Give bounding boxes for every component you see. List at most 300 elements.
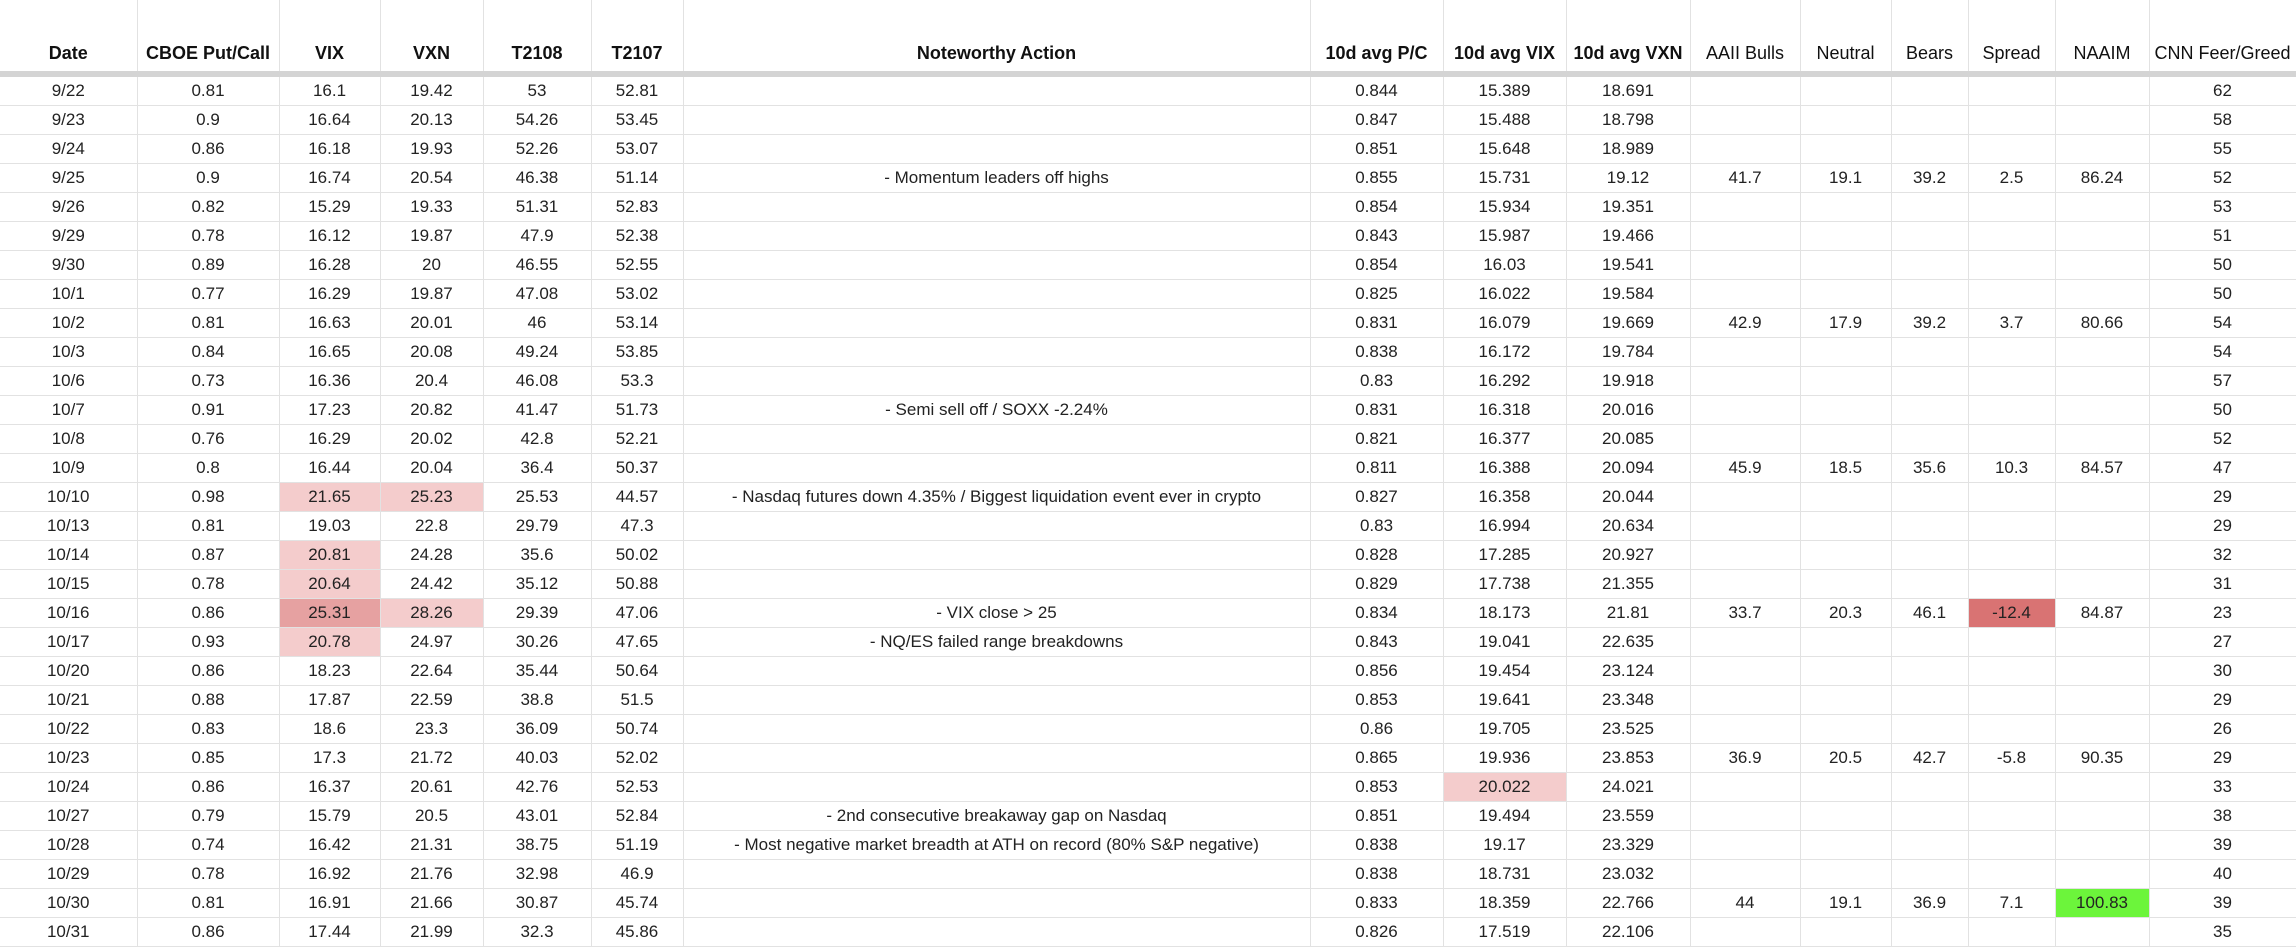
column-header-vix[interactable]: VIX	[279, 0, 380, 74]
cell-vxn[interactable]: 21.31	[380, 831, 483, 860]
cell-avg-vix[interactable]: 18.173	[1443, 599, 1566, 628]
cell-t2108[interactable]: 42.8	[483, 425, 591, 454]
cell-spread[interactable]: 3.7	[1968, 309, 2055, 338]
cell-t2108[interactable]: 38.8	[483, 686, 591, 715]
cell-cnn[interactable]: 47	[2149, 454, 2296, 483]
cell-date[interactable]: 10/17	[0, 628, 137, 657]
cell-t2108[interactable]: 40.03	[483, 744, 591, 773]
cell-spread[interactable]	[1968, 657, 2055, 686]
cell-t2107[interactable]: 50.88	[591, 570, 683, 599]
cell-t2107[interactable]: 52.02	[591, 744, 683, 773]
cell-avg-pc[interactable]: 0.844	[1310, 74, 1443, 106]
cell-spread[interactable]: 10.3	[1968, 454, 2055, 483]
cell-action[interactable]	[683, 425, 1310, 454]
cell-spread[interactable]	[1968, 222, 2055, 251]
cell-action[interactable]	[683, 135, 1310, 164]
cell-putcall[interactable]: 0.86	[137, 918, 279, 947]
cell-t2108[interactable]: 35.44	[483, 657, 591, 686]
cell-avg-vxn[interactable]: 18.989	[1566, 135, 1690, 164]
cell-vxn[interactable]: 19.93	[380, 135, 483, 164]
cell-t2107[interactable]: 53.45	[591, 106, 683, 135]
cell-vxn[interactable]: 20.01	[380, 309, 483, 338]
cell-avg-pc[interactable]: 0.843	[1310, 628, 1443, 657]
cell-vix[interactable]: 20.81	[279, 541, 380, 570]
cell-vxn[interactable]: 21.99	[380, 918, 483, 947]
cell-t2108[interactable]: 49.24	[483, 338, 591, 367]
column-header-aaii[interactable]: AAII Bulls	[1690, 0, 1800, 74]
cell-cnn[interactable]: 23	[2149, 599, 2296, 628]
cell-action[interactable]: - NQ/ES failed range breakdowns	[683, 628, 1310, 657]
cell-neutral[interactable]	[1800, 222, 1891, 251]
cell-neutral[interactable]	[1800, 106, 1891, 135]
cell-date[interactable]: 10/2	[0, 309, 137, 338]
cell-aaii[interactable]	[1690, 367, 1800, 396]
cell-aaii[interactable]	[1690, 570, 1800, 599]
cell-date[interactable]: 10/21	[0, 686, 137, 715]
cell-vix[interactable]: 21.65	[279, 483, 380, 512]
cell-cnn[interactable]: 50	[2149, 396, 2296, 425]
cell-vxn[interactable]: 28.26	[380, 599, 483, 628]
cell-avg-vxn[interactable]: 23.348	[1566, 686, 1690, 715]
cell-cnn[interactable]: 51	[2149, 222, 2296, 251]
cell-avg-vxn[interactable]: 20.094	[1566, 454, 1690, 483]
cell-t2108[interactable]: 47.08	[483, 280, 591, 309]
cell-bears[interactable]	[1891, 280, 1968, 309]
cell-naaim[interactable]	[2055, 802, 2149, 831]
cell-bears[interactable]	[1891, 222, 1968, 251]
cell-avg-vxn[interactable]: 22.106	[1566, 918, 1690, 947]
cell-vix[interactable]: 20.64	[279, 570, 380, 599]
cell-vxn[interactable]: 22.8	[380, 512, 483, 541]
cell-vix[interactable]: 16.28	[279, 251, 380, 280]
cell-t2108[interactable]: 35.6	[483, 541, 591, 570]
cell-cnn[interactable]: 38	[2149, 802, 2296, 831]
cell-t2107[interactable]: 44.57	[591, 483, 683, 512]
cell-neutral[interactable]: 20.5	[1800, 744, 1891, 773]
cell-vix[interactable]: 16.65	[279, 338, 380, 367]
cell-vix[interactable]: 18.23	[279, 657, 380, 686]
cell-vix[interactable]: 16.37	[279, 773, 380, 802]
cell-t2107[interactable]: 51.14	[591, 164, 683, 193]
cell-aaii[interactable]: 33.7	[1690, 599, 1800, 628]
cell-aaii[interactable]: 44	[1690, 889, 1800, 918]
cell-neutral[interactable]: 17.9	[1800, 309, 1891, 338]
cell-avg-vxn[interactable]: 19.466	[1566, 222, 1690, 251]
cell-naaim[interactable]	[2055, 831, 2149, 860]
cell-cnn[interactable]: 29	[2149, 512, 2296, 541]
cell-putcall[interactable]: 0.74	[137, 831, 279, 860]
cell-date[interactable]: 10/3	[0, 338, 137, 367]
cell-avg-vxn[interactable]: 24.021	[1566, 773, 1690, 802]
cell-aaii[interactable]: 41.7	[1690, 164, 1800, 193]
cell-date[interactable]: 10/15	[0, 570, 137, 599]
cell-vix[interactable]: 15.29	[279, 193, 380, 222]
cell-naaim[interactable]	[2055, 860, 2149, 889]
cell-t2107[interactable]: 47.06	[591, 599, 683, 628]
cell-avg-vix[interactable]: 18.731	[1443, 860, 1566, 889]
cell-bears[interactable]	[1891, 657, 1968, 686]
cell-bears[interactable]	[1891, 483, 1968, 512]
cell-t2107[interactable]: 52.53	[591, 773, 683, 802]
cell-spread[interactable]	[1968, 280, 2055, 309]
cell-neutral[interactable]: 18.5	[1800, 454, 1891, 483]
cell-t2107[interactable]: 53.02	[591, 280, 683, 309]
cell-naaim[interactable]	[2055, 106, 2149, 135]
cell-naaim[interactable]	[2055, 193, 2149, 222]
cell-naaim[interactable]	[2055, 686, 2149, 715]
cell-action[interactable]	[683, 657, 1310, 686]
cell-t2107[interactable]: 52.55	[591, 251, 683, 280]
cell-avg-vix[interactable]: 15.934	[1443, 193, 1566, 222]
cell-date[interactable]: 10/27	[0, 802, 137, 831]
cell-bears[interactable]: 42.7	[1891, 744, 1968, 773]
cell-bears[interactable]	[1891, 715, 1968, 744]
cell-avg-vix[interactable]: 16.079	[1443, 309, 1566, 338]
cell-neutral[interactable]	[1800, 338, 1891, 367]
cell-t2108[interactable]: 52.26	[483, 135, 591, 164]
cell-t2108[interactable]: 46.08	[483, 367, 591, 396]
cell-vix[interactable]: 15.79	[279, 802, 380, 831]
cell-avg-pc[interactable]: 0.811	[1310, 454, 1443, 483]
cell-action[interactable]: - Nasdaq futures down 4.35% / Biggest liquidation event ever in crypto	[683, 483, 1310, 512]
cell-avg-vxn[interactable]: 19.541	[1566, 251, 1690, 280]
cell-t2107[interactable]: 50.02	[591, 541, 683, 570]
cell-putcall[interactable]: 0.87	[137, 541, 279, 570]
cell-date[interactable]: 10/13	[0, 512, 137, 541]
cell-date[interactable]: 9/23	[0, 106, 137, 135]
cell-bears[interactable]	[1891, 570, 1968, 599]
cell-avg-pc[interactable]: 0.826	[1310, 918, 1443, 947]
cell-avg-vix[interactable]: 19.454	[1443, 657, 1566, 686]
cell-naaim[interactable]: 84.87	[2055, 599, 2149, 628]
cell-date[interactable]: 10/9	[0, 454, 137, 483]
cell-putcall[interactable]: 0.83	[137, 715, 279, 744]
cell-naaim[interactable]	[2055, 222, 2149, 251]
column-header-naaim[interactable]: NAAIM	[2055, 0, 2149, 74]
cell-putcall[interactable]: 0.86	[137, 773, 279, 802]
cell-t2108[interactable]: 25.53	[483, 483, 591, 512]
cell-putcall[interactable]: 0.86	[137, 135, 279, 164]
cell-aaii[interactable]	[1690, 251, 1800, 280]
cell-cnn[interactable]: 52	[2149, 425, 2296, 454]
cell-vxn[interactable]: 19.87	[380, 222, 483, 251]
cell-spread[interactable]	[1968, 135, 2055, 164]
cell-cnn[interactable]: 54	[2149, 309, 2296, 338]
cell-cnn[interactable]: 53	[2149, 193, 2296, 222]
cell-aaii[interactable]	[1690, 106, 1800, 135]
cell-avg-vix[interactable]: 16.022	[1443, 280, 1566, 309]
cell-spread[interactable]	[1968, 628, 2055, 657]
cell-naaim[interactable]	[2055, 628, 2149, 657]
cell-vxn[interactable]: 23.3	[380, 715, 483, 744]
cell-neutral[interactable]	[1800, 686, 1891, 715]
cell-aaii[interactable]	[1690, 338, 1800, 367]
cell-bears[interactable]	[1891, 396, 1968, 425]
cell-neutral[interactable]: 19.1	[1800, 889, 1891, 918]
cell-bears[interactable]	[1891, 686, 1968, 715]
cell-t2107[interactable]: 52.38	[591, 222, 683, 251]
cell-aaii[interactable]: 45.9	[1690, 454, 1800, 483]
cell-neutral[interactable]	[1800, 135, 1891, 164]
cell-date[interactable]: 10/8	[0, 425, 137, 454]
cell-avg-vxn[interactable]: 23.525	[1566, 715, 1690, 744]
cell-spread[interactable]: -12.4	[1968, 599, 2055, 628]
cell-action[interactable]	[683, 280, 1310, 309]
cell-bears[interactable]	[1891, 367, 1968, 396]
cell-avg-vxn[interactable]: 19.12	[1566, 164, 1690, 193]
cell-putcall[interactable]: 0.9	[137, 106, 279, 135]
cell-date[interactable]: 10/24	[0, 773, 137, 802]
cell-cnn[interactable]: 29	[2149, 483, 2296, 512]
cell-cnn[interactable]: 50	[2149, 280, 2296, 309]
cell-aaii[interactable]	[1690, 918, 1800, 947]
cell-t2107[interactable]: 52.83	[591, 193, 683, 222]
cell-neutral[interactable]	[1800, 251, 1891, 280]
cell-neutral[interactable]	[1800, 367, 1891, 396]
cell-naaim[interactable]	[2055, 918, 2149, 947]
cell-avg-pc[interactable]: 0.828	[1310, 541, 1443, 570]
cell-t2107[interactable]: 52.84	[591, 802, 683, 831]
cell-spread[interactable]	[1968, 425, 2055, 454]
cell-avg-vxn[interactable]: 19.351	[1566, 193, 1690, 222]
cell-vix[interactable]: 16.29	[279, 425, 380, 454]
cell-avg-vix[interactable]: 16.318	[1443, 396, 1566, 425]
cell-spread[interactable]: -5.8	[1968, 744, 2055, 773]
cell-spread[interactable]	[1968, 773, 2055, 802]
cell-action[interactable]	[683, 512, 1310, 541]
cell-spread[interactable]	[1968, 570, 2055, 599]
cell-action[interactable]: - VIX close > 25	[683, 599, 1310, 628]
cell-date[interactable]: 9/24	[0, 135, 137, 164]
cell-avg-vix[interactable]: 16.377	[1443, 425, 1566, 454]
column-header-t2108[interactable]: T2108	[483, 0, 591, 74]
cell-naaim[interactable]: 100.83	[2055, 889, 2149, 918]
cell-vxn[interactable]: 20.4	[380, 367, 483, 396]
cell-avg-pc[interactable]: 0.851	[1310, 135, 1443, 164]
cell-vix[interactable]: 20.78	[279, 628, 380, 657]
cell-action[interactable]: - 2nd consecutive breakaway gap on Nasdaq	[683, 802, 1310, 831]
cell-bears[interactable]: 39.2	[1891, 164, 1968, 193]
cell-cnn[interactable]: 26	[2149, 715, 2296, 744]
cell-naaim[interactable]	[2055, 251, 2149, 280]
cell-aaii[interactable]	[1690, 860, 1800, 889]
cell-avg-vxn[interactable]: 20.016	[1566, 396, 1690, 425]
cell-spread[interactable]: 7.1	[1968, 889, 2055, 918]
cell-putcall[interactable]: 0.73	[137, 367, 279, 396]
cell-spread[interactable]	[1968, 860, 2055, 889]
cell-t2107[interactable]: 51.19	[591, 831, 683, 860]
cell-neutral[interactable]	[1800, 657, 1891, 686]
cell-t2107[interactable]: 52.21	[591, 425, 683, 454]
cell-t2108[interactable]: 32.98	[483, 860, 591, 889]
cell-cnn[interactable]: 31	[2149, 570, 2296, 599]
cell-spread[interactable]	[1968, 367, 2055, 396]
cell-aaii[interactable]: 42.9	[1690, 309, 1800, 338]
cell-avg-vxn[interactable]: 19.784	[1566, 338, 1690, 367]
cell-cnn[interactable]: 35	[2149, 918, 2296, 947]
cell-vxn[interactable]: 20.02	[380, 425, 483, 454]
cell-neutral[interactable]	[1800, 918, 1891, 947]
cell-spread[interactable]	[1968, 918, 2055, 947]
cell-cnn[interactable]: 55	[2149, 135, 2296, 164]
cell-vxn[interactable]: 22.59	[380, 686, 483, 715]
cell-t2108[interactable]: 30.26	[483, 628, 591, 657]
cell-bears[interactable]	[1891, 74, 1968, 106]
cell-naaim[interactable]: 90.35	[2055, 744, 2149, 773]
cell-t2107[interactable]: 50.64	[591, 657, 683, 686]
cell-date[interactable]: 10/6	[0, 367, 137, 396]
cell-aaii[interactable]	[1690, 541, 1800, 570]
cell-action[interactable]	[683, 74, 1310, 106]
cell-vix[interactable]: 16.91	[279, 889, 380, 918]
cell-neutral[interactable]: 19.1	[1800, 164, 1891, 193]
cell-spread[interactable]	[1968, 106, 2055, 135]
cell-vxn[interactable]: 21.76	[380, 860, 483, 889]
cell-putcall[interactable]: 0.86	[137, 657, 279, 686]
cell-avg-vxn[interactable]: 19.918	[1566, 367, 1690, 396]
cell-avg-vix[interactable]: 16.388	[1443, 454, 1566, 483]
cell-vxn[interactable]: 24.42	[380, 570, 483, 599]
cell-neutral[interactable]	[1800, 396, 1891, 425]
cell-t2108[interactable]: 38.75	[483, 831, 591, 860]
cell-aaii[interactable]	[1690, 222, 1800, 251]
cell-naaim[interactable]	[2055, 657, 2149, 686]
cell-date[interactable]: 9/26	[0, 193, 137, 222]
cell-date[interactable]: 10/14	[0, 541, 137, 570]
cell-putcall[interactable]: 0.98	[137, 483, 279, 512]
cell-cnn[interactable]: 57	[2149, 367, 2296, 396]
cell-avg-vix[interactable]: 19.641	[1443, 686, 1566, 715]
cell-avg-vix[interactable]: 19.705	[1443, 715, 1566, 744]
cell-avg-vxn[interactable]: 18.798	[1566, 106, 1690, 135]
cell-avg-vxn[interactable]: 20.044	[1566, 483, 1690, 512]
cell-t2108[interactable]: 36.4	[483, 454, 591, 483]
cell-naaim[interactable]	[2055, 367, 2149, 396]
cell-avg-vix[interactable]: 15.648	[1443, 135, 1566, 164]
cell-vix[interactable]: 16.1	[279, 74, 380, 106]
cell-avg-vxn[interactable]: 23.032	[1566, 860, 1690, 889]
cell-cnn[interactable]: 33	[2149, 773, 2296, 802]
cell-vix[interactable]: 17.87	[279, 686, 380, 715]
cell-t2107[interactable]: 50.74	[591, 715, 683, 744]
cell-aaii[interactable]	[1690, 831, 1800, 860]
cell-action[interactable]	[683, 309, 1310, 338]
cell-aaii[interactable]	[1690, 280, 1800, 309]
cell-avg-vxn[interactable]: 19.669	[1566, 309, 1690, 338]
cell-avg-vix[interactable]: 17.519	[1443, 918, 1566, 947]
cell-bears[interactable]	[1891, 512, 1968, 541]
cell-cnn[interactable]: 40	[2149, 860, 2296, 889]
cell-avg-vix[interactable]: 16.292	[1443, 367, 1566, 396]
cell-bears[interactable]	[1891, 135, 1968, 164]
cell-vix[interactable]: 16.36	[279, 367, 380, 396]
cell-avg-vxn[interactable]: 19.584	[1566, 280, 1690, 309]
cell-t2107[interactable]: 45.74	[591, 889, 683, 918]
cell-naaim[interactable]	[2055, 773, 2149, 802]
cell-vxn[interactable]: 20.04	[380, 454, 483, 483]
cell-vxn[interactable]: 21.66	[380, 889, 483, 918]
cell-spread[interactable]	[1968, 483, 2055, 512]
cell-t2108[interactable]: 29.39	[483, 599, 591, 628]
cell-vxn[interactable]: 20.82	[380, 396, 483, 425]
cell-vix[interactable]: 18.6	[279, 715, 380, 744]
cell-bears[interactable]: 35.6	[1891, 454, 1968, 483]
cell-t2108[interactable]: 46.55	[483, 251, 591, 280]
cell-avg-vix[interactable]: 19.17	[1443, 831, 1566, 860]
cell-t2107[interactable]: 53.85	[591, 338, 683, 367]
cell-t2108[interactable]: 47.9	[483, 222, 591, 251]
cell-t2108[interactable]: 29.79	[483, 512, 591, 541]
cell-avg-pc[interactable]: 0.821	[1310, 425, 1443, 454]
cell-t2108[interactable]: 30.87	[483, 889, 591, 918]
cell-putcall[interactable]: 0.76	[137, 425, 279, 454]
cell-avg-vix[interactable]: 16.03	[1443, 251, 1566, 280]
cell-vxn[interactable]: 20.5	[380, 802, 483, 831]
cell-aaii[interactable]	[1690, 396, 1800, 425]
cell-vix[interactable]: 17.3	[279, 744, 380, 773]
cell-t2108[interactable]: 54.26	[483, 106, 591, 135]
cell-cnn[interactable]: 62	[2149, 74, 2296, 106]
cell-avg-vxn[interactable]: 20.927	[1566, 541, 1690, 570]
cell-spread[interactable]	[1968, 396, 2055, 425]
cell-naaim[interactable]: 86.24	[2055, 164, 2149, 193]
cell-putcall[interactable]: 0.89	[137, 251, 279, 280]
cell-putcall[interactable]: 0.81	[137, 889, 279, 918]
cell-bears[interactable]	[1891, 918, 1968, 947]
column-header-avg-vxn[interactable]: 10d avg VXN	[1566, 0, 1690, 74]
cell-spread[interactable]: 2.5	[1968, 164, 2055, 193]
cell-aaii[interactable]	[1690, 657, 1800, 686]
cell-date[interactable]: 10/29	[0, 860, 137, 889]
cell-neutral[interactable]	[1800, 773, 1891, 802]
cell-putcall[interactable]: 0.93	[137, 628, 279, 657]
cell-action[interactable]	[683, 193, 1310, 222]
column-header-putcall[interactable]: CBOE Put/Call	[137, 0, 279, 74]
cell-action[interactable]	[683, 338, 1310, 367]
cell-neutral[interactable]	[1800, 280, 1891, 309]
cell-avg-vxn[interactable]: 22.635	[1566, 628, 1690, 657]
cell-cnn[interactable]: 29	[2149, 686, 2296, 715]
cell-bears[interactable]	[1891, 251, 1968, 280]
cell-bears[interactable]	[1891, 628, 1968, 657]
cell-avg-pc[interactable]: 0.83	[1310, 512, 1443, 541]
cell-bears[interactable]	[1891, 193, 1968, 222]
cell-cnn[interactable]: 50	[2149, 251, 2296, 280]
column-header-date[interactable]: Date	[0, 0, 137, 74]
cell-vix[interactable]: 16.64	[279, 106, 380, 135]
cell-naaim[interactable]	[2055, 74, 2149, 106]
cell-neutral[interactable]	[1800, 74, 1891, 106]
cell-neutral[interactable]: 20.3	[1800, 599, 1891, 628]
cell-naaim[interactable]	[2055, 396, 2149, 425]
cell-naaim[interactable]	[2055, 541, 2149, 570]
cell-avg-vxn[interactable]: 23.329	[1566, 831, 1690, 860]
cell-avg-vxn[interactable]: 20.634	[1566, 512, 1690, 541]
cell-date[interactable]: 10/28	[0, 831, 137, 860]
cell-putcall[interactable]: 0.78	[137, 222, 279, 251]
cell-date[interactable]: 9/29	[0, 222, 137, 251]
cell-avg-pc[interactable]: 0.838	[1310, 831, 1443, 860]
cell-vix[interactable]: 16.18	[279, 135, 380, 164]
cell-action[interactable]	[683, 454, 1310, 483]
cell-date[interactable]: 9/30	[0, 251, 137, 280]
cell-t2107[interactable]: 50.37	[591, 454, 683, 483]
cell-vix[interactable]: 16.63	[279, 309, 380, 338]
cell-naaim[interactable]: 84.57	[2055, 454, 2149, 483]
cell-bears[interactable]	[1891, 541, 1968, 570]
cell-spread[interactable]	[1968, 831, 2055, 860]
cell-vix[interactable]: 17.23	[279, 396, 380, 425]
